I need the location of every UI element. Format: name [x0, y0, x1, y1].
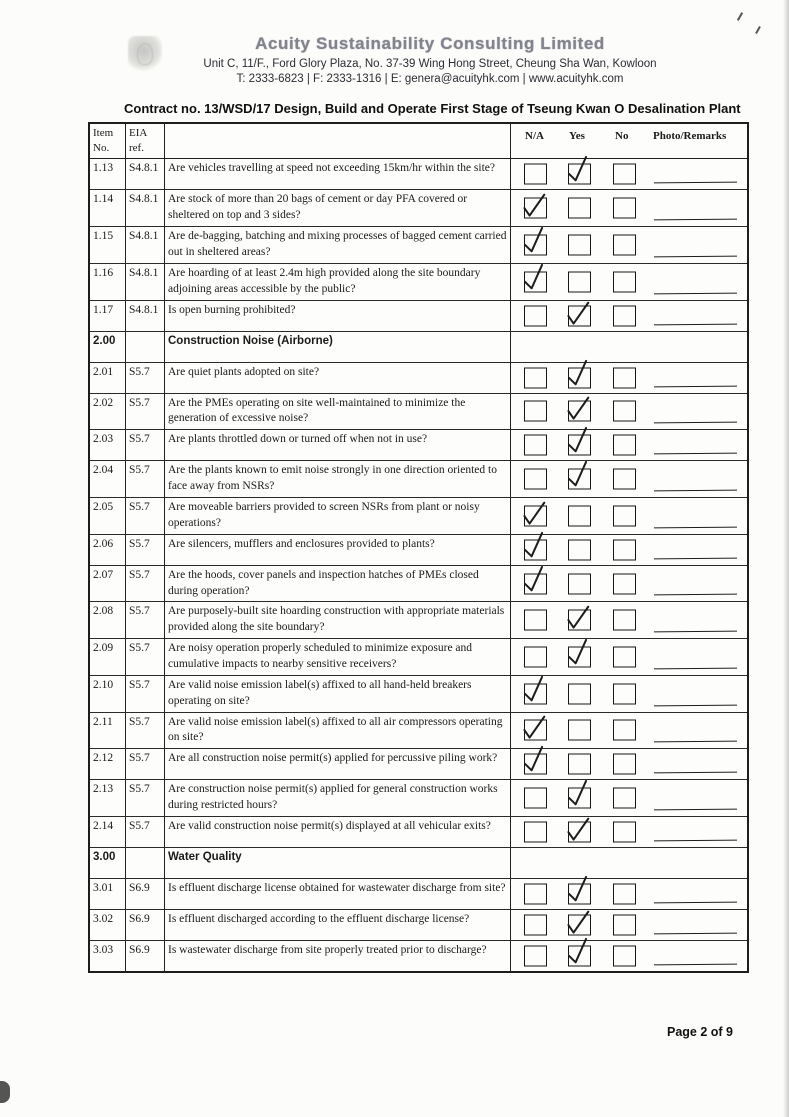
checkbox-na	[524, 646, 547, 667]
answer-area	[511, 301, 747, 331]
answer-area	[511, 676, 747, 712]
company-contact: T: 2333-6823 | F: 2333-1316 | E: genera@acuityhk.com | www.acuityhk.com	[236, 73, 624, 85]
checkbox-no	[613, 401, 636, 422]
item-no: 2.09	[90, 639, 126, 675]
answer-area	[511, 394, 747, 430]
col-header-yes: Yes	[569, 130, 585, 142]
eia-ref: S5.7	[126, 363, 165, 393]
question-text: Are quiet plants adopted on site?	[165, 363, 511, 393]
answer-area	[511, 780, 747, 816]
checkbox-no	[613, 883, 636, 904]
checkbox-no	[613, 945, 636, 966]
item-no: 3.01	[90, 879, 126, 909]
checkbox-no	[613, 234, 636, 255]
checkbox-no	[613, 367, 636, 388]
question-text: Is effluent discharged according to the effluent discharge license?	[165, 910, 511, 940]
col-header-eia-ref: EIA ref.	[126, 124, 165, 158]
question-text: Are moveable barriers provided to screen NSRs from plant or noisy operations?	[165, 498, 511, 534]
answer-area	[511, 910, 747, 940]
eia-ref: S4.8.1	[126, 301, 165, 331]
handwritten-tick-na	[519, 188, 550, 222]
checkbox-no	[613, 788, 636, 809]
answer-area	[511, 190, 747, 226]
remarks-blank-line	[654, 772, 737, 774]
handwritten-tick-na	[518, 223, 549, 258]
remarks-blank-line	[654, 557, 737, 559]
handwritten-tick-yes	[563, 296, 594, 330]
eia-ref: S4.8.1	[126, 159, 165, 189]
answer-area	[511, 566, 747, 602]
checkbox-no	[613, 435, 636, 456]
handwritten-tick-yes	[562, 776, 593, 811]
checklist-row	[90, 535, 747, 566]
question-text: Are all construction noise permit(s) applied for percussive piling work?	[165, 749, 511, 779]
handwritten-tick-yes	[562, 457, 593, 492]
checklist-row	[90, 159, 747, 190]
page-number: Page 2 of 9	[667, 1024, 733, 1039]
question-text: Are the hoods, cover panels and inspection hatches of PMEs closed during operation?	[165, 566, 511, 602]
eia-ref	[126, 332, 165, 362]
item-no: 2.08	[90, 602, 126, 638]
handwritten-tick-yes	[563, 812, 594, 846]
handwritten-tick-yes	[562, 152, 593, 187]
checkbox-no	[613, 754, 636, 775]
checkbox-no	[613, 539, 636, 560]
eia-ref: S6.9	[126, 910, 165, 940]
checkbox-yes	[568, 198, 591, 219]
item-no: 2.14	[90, 817, 126, 847]
answer-area	[511, 363, 747, 393]
company-logo	[128, 36, 162, 72]
item-no: 2.07	[90, 566, 126, 602]
checkbox-no	[613, 683, 636, 704]
checkbox-yes	[568, 505, 591, 526]
checklist-row	[90, 394, 747, 431]
item-no: 1.14	[90, 190, 126, 226]
checkbox-no	[613, 164, 636, 185]
question-text: Are purposely-built site hoarding construction with appropriate materials provided along the site boundary?	[165, 602, 511, 638]
item-no: 1.16	[90, 264, 126, 300]
handwritten-tick-na	[519, 711, 550, 745]
remarks-blank-line	[654, 840, 737, 842]
handwritten-tick-yes	[563, 601, 594, 635]
eia-ref: S4.8.1	[126, 264, 165, 300]
eia-ref: S5.7	[126, 461, 165, 497]
letterhead	[0, 0, 789, 85]
question-text: Is open burning prohibited?	[165, 301, 511, 331]
item-no: 2.02	[90, 394, 126, 430]
eia-ref: S5.7	[126, 780, 165, 816]
checkbox-no	[613, 305, 636, 326]
checkbox-yes	[568, 720, 591, 741]
question-text: Are noisy operation properly scheduled to minimize exposure and cumulative impacts to nearby sensitive receivers?	[165, 639, 511, 675]
checkbox-no	[613, 646, 636, 667]
remarks-blank-line	[654, 453, 737, 455]
remarks-blank-line	[654, 964, 737, 966]
answer-area	[511, 639, 747, 675]
eia-ref: S6.9	[126, 941, 165, 971]
checkbox-na	[524, 945, 547, 966]
checkbox-no	[613, 271, 636, 292]
checkbox-no	[613, 573, 636, 594]
col-header-no: No	[615, 130, 629, 142]
answer-area	[511, 159, 747, 189]
checkbox-yes	[568, 539, 591, 560]
question-text: Are valid noise emission label(s) affixed to all air compressors operating on site?	[165, 713, 511, 749]
checkbox-yes	[568, 271, 591, 292]
col-header-item-no: Item No.	[90, 124, 126, 158]
col-header-na: N/A	[525, 130, 544, 142]
checkbox-no	[613, 610, 636, 631]
section-row	[90, 332, 747, 363]
remarks-blank-line	[654, 526, 737, 528]
question-text: Is wastewater discharge from site properly treated prior to discharge?	[165, 941, 511, 971]
answer-area	[511, 461, 747, 497]
checkbox-yes	[568, 754, 591, 775]
remarks-blank-line	[654, 933, 737, 935]
checkbox-no	[613, 720, 636, 741]
answer-area	[511, 941, 747, 971]
handwritten-tick-na	[518, 528, 549, 563]
item-no: 2.13	[90, 780, 126, 816]
col-header-answers	[511, 124, 747, 158]
checklist-row	[90, 227, 747, 264]
item-no: 3.00	[90, 848, 126, 878]
checkbox-no	[613, 198, 636, 219]
eia-ref: S4.8.1	[126, 227, 165, 263]
remarks-blank-line	[654, 490, 737, 492]
checkbox-na	[524, 401, 547, 422]
checklist-row	[90, 461, 747, 498]
section-title: Water Quality	[165, 848, 511, 878]
handwritten-tick-na	[518, 260, 549, 295]
question-text: Are silencers, mufflers and enclosures provided to plants?	[165, 535, 511, 565]
remarks-blank-line	[654, 704, 737, 706]
item-no: 2.10	[90, 676, 126, 712]
answer-area	[511, 264, 747, 300]
company-address: Unit C, 11/F., Ford Glory Plaza, No. 37-39 Wing Hong Street, Cheung Sha Wan, Kowloon	[203, 58, 657, 70]
checkbox-na	[524, 469, 547, 490]
item-no: 2.00	[90, 332, 126, 362]
eia-ref: S5.7	[126, 817, 165, 847]
remarks-blank-line	[654, 809, 737, 811]
handwritten-tick-na	[518, 562, 549, 597]
col-header-photo-remarks: Photo/Remarks	[653, 130, 727, 142]
checklist-row	[90, 190, 747, 227]
answer-area	[511, 227, 747, 263]
question-text: Are valid construction noise permit(s) displayed at all vehicular exits?	[165, 817, 511, 847]
handwritten-tick-na	[518, 742, 549, 777]
checklist-table	[88, 122, 749, 973]
item-no: 3.02	[90, 910, 126, 940]
checkbox-no	[613, 914, 636, 935]
handwritten-tick-na	[518, 672, 549, 707]
eia-ref: S5.7	[126, 566, 165, 602]
question-text: Are plants throttled down or turned off when not in use?	[165, 430, 511, 460]
checklist-row	[90, 264, 747, 301]
checklist-row	[90, 498, 747, 535]
table-header	[90, 124, 747, 159]
eia-ref: S5.7	[126, 676, 165, 712]
handwritten-tick-yes	[562, 356, 593, 391]
eia-ref: S6.9	[126, 879, 165, 909]
question-text: Are the plants known to emit noise strongly in one direction oriented to face away from NSRs?	[165, 461, 511, 497]
answer-area	[511, 749, 747, 779]
handwritten-tick-na	[519, 496, 550, 530]
answer-area	[511, 848, 747, 878]
remarks-blank-line	[654, 631, 737, 633]
item-no: 2.04	[90, 461, 126, 497]
checklist-row	[90, 430, 747, 461]
section-title: Construction Noise (Airborne)	[165, 332, 511, 362]
remarks-blank-line	[654, 741, 737, 743]
item-no: 2.12	[90, 749, 126, 779]
item-no: 1.13	[90, 159, 126, 189]
handwritten-tick-yes	[562, 635, 593, 670]
remarks-blank-line	[654, 594, 737, 596]
remarks-blank-line	[654, 255, 737, 257]
answer-area	[511, 535, 747, 565]
checkbox-yes	[568, 234, 591, 255]
eia-ref: S5.7	[126, 749, 165, 779]
checkbox-na	[524, 883, 547, 904]
item-no: 2.06	[90, 535, 126, 565]
checkbox-yes	[568, 683, 591, 704]
remarks-blank-line	[654, 385, 737, 387]
checkbox-na	[524, 164, 547, 185]
scan-edge-shadow	[783, 0, 789, 1117]
section-row	[90, 848, 747, 879]
remarks-blank-line	[654, 902, 737, 904]
checkbox-no	[613, 505, 636, 526]
eia-ref: S5.7	[126, 535, 165, 565]
checklist-row	[90, 749, 747, 780]
checkbox-no	[613, 469, 636, 490]
remarks-blank-line	[654, 667, 737, 669]
remarks-blank-line	[654, 219, 737, 221]
question-text: Is effluent discharge license obtained for wastewater discharge from site?	[165, 879, 511, 909]
eia-ref: S5.7	[126, 639, 165, 675]
handwritten-tick-yes	[562, 872, 593, 907]
checkbox-na	[524, 367, 547, 388]
checklist-row	[90, 676, 747, 713]
answer-area	[511, 817, 747, 847]
question-text: Are vehicles travelling at speed not exceeding 15km/hr within the site?	[165, 159, 511, 189]
checklist-row	[90, 566, 747, 603]
answer-area	[511, 332, 747, 362]
eia-ref: S5.7	[126, 394, 165, 430]
eia-ref: S4.8.1	[126, 190, 165, 226]
checklist-row	[90, 941, 747, 971]
question-text: Are stock of more than 20 bags of cement or day PFA covered or sheltered on top and 3 sides?	[165, 190, 511, 226]
answer-area	[511, 498, 747, 534]
checkbox-na	[524, 821, 547, 842]
answer-area	[511, 430, 747, 460]
company-name: Acuity Sustainability Consulting Limited	[255, 34, 605, 53]
remarks-blank-line	[654, 323, 737, 325]
eia-ref: S5.7	[126, 498, 165, 534]
item-no: 2.03	[90, 430, 126, 460]
table-body	[90, 159, 747, 971]
checkbox-na	[524, 435, 547, 456]
checkbox-na	[524, 788, 547, 809]
item-no: 1.15	[90, 227, 126, 263]
item-no: 1.17	[90, 301, 126, 331]
eia-ref: S5.7	[126, 602, 165, 638]
item-no: 2.05	[90, 498, 126, 534]
checkbox-no	[613, 821, 636, 842]
question-text: Are the PMEs operating on site well-maintained to minimize the generation of excessive noise?	[165, 394, 511, 430]
scan-smudge	[0, 1081, 10, 1103]
checklist-row	[90, 363, 747, 394]
answer-area	[511, 879, 747, 909]
handwritten-tick-yes	[562, 934, 593, 969]
checklist-row	[90, 817, 747, 848]
checklist-row	[90, 910, 747, 941]
checklist-row	[90, 879, 747, 910]
col-header-question	[165, 124, 511, 158]
checklist-row	[90, 602, 747, 639]
checklist-row	[90, 301, 747, 332]
question-text: Are de-bagging, batching and mixing processes of bagged cement carried out in sheltered areas?	[165, 227, 511, 263]
checkbox-na	[524, 610, 547, 631]
remarks-blank-line	[654, 292, 737, 294]
remarks-blank-line	[654, 422, 737, 424]
checkbox-yes	[568, 573, 591, 594]
checklist-row	[90, 639, 747, 676]
item-no: 3.03	[90, 941, 126, 971]
item-no: 2.01	[90, 363, 126, 393]
question-text: Are construction noise permit(s) applied for general construction works during restricted hours?	[165, 780, 511, 816]
checklist-row	[90, 713, 747, 750]
handwritten-tick-yes	[563, 392, 594, 426]
question-text: Are valid noise emission label(s) affixed to all hand-held breakers operating on site?	[165, 676, 511, 712]
document-title: Contract no. 13/WSD/17 Design, Build and Operate First Stage of Tseung Kwan O Desalination Plant	[124, 101, 741, 116]
remarks-blank-line	[654, 182, 737, 184]
handwritten-tick-yes	[562, 423, 593, 458]
checklist-row	[90, 780, 747, 817]
eia-ref: S5.7	[126, 713, 165, 749]
eia-ref	[126, 848, 165, 878]
eia-ref: S5.7	[126, 430, 165, 460]
item-no: 2.11	[90, 713, 126, 749]
checkbox-na	[524, 914, 547, 935]
checkbox-na	[524, 305, 547, 326]
question-text: Are hoarding of at least 2.4m high provided along the site boundary adjoining areas accessible by the public?	[165, 264, 511, 300]
answer-area	[511, 602, 747, 638]
